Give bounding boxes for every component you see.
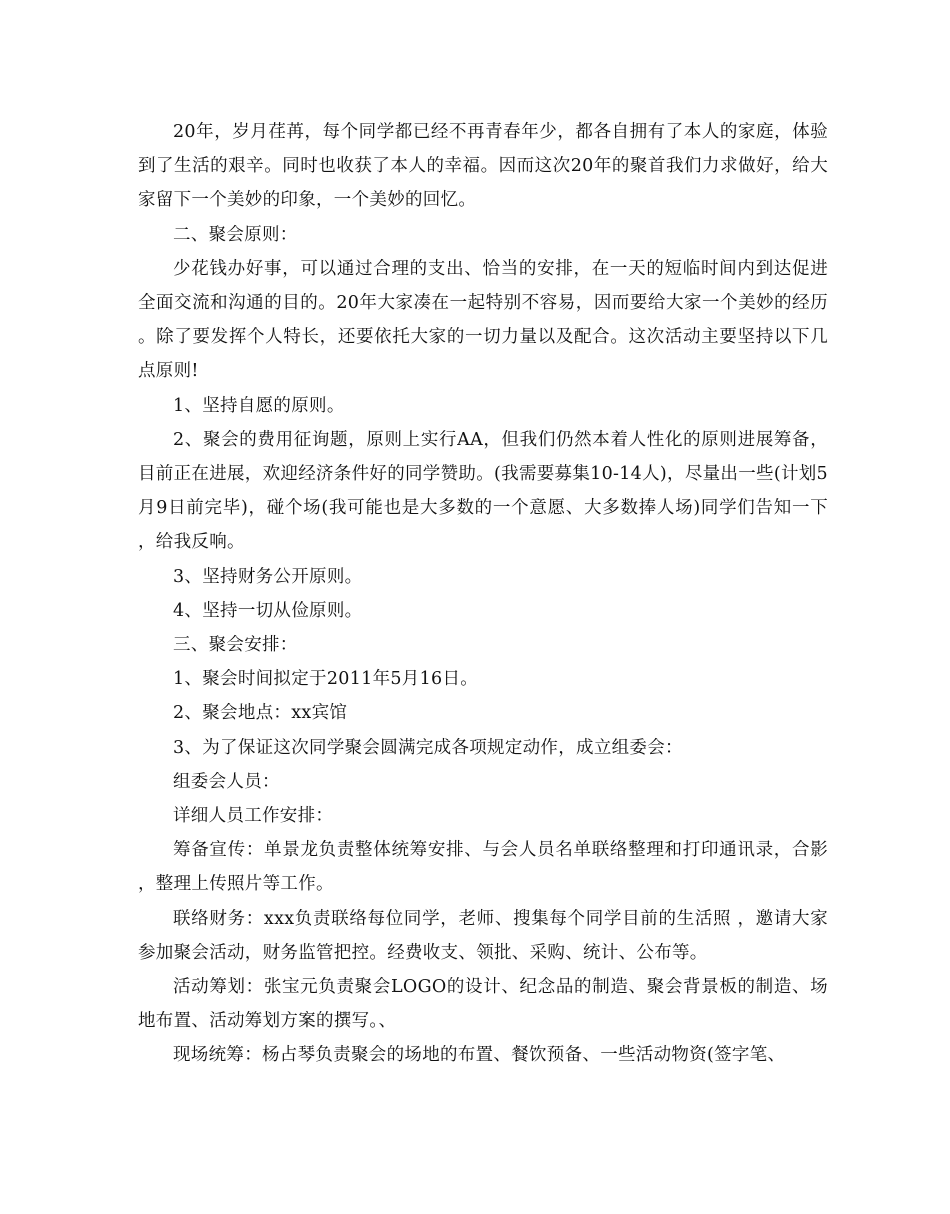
paragraph-liaison-finance: 联络财务：xxx负责联络每位同学，老师、搜集每个同学目前的生活照 ，邀请大家参加聚会活动，财务监管把控。经费收支、领批、采购、统计、公布等。 bbox=[138, 908, 828, 963]
paragraph-committee-members: 组委会人员： bbox=[173, 771, 280, 792]
list-item-arrangement-3: 3、为了保证这次同学聚会圆满完成各项规定动作，成立组委会： bbox=[173, 737, 683, 758]
paragraph-publicity: 筹备宣传：单景龙负责整体统筹安排、与会人员名单联络整理和打印通讯录，合影，整理上传照片等工作。 bbox=[138, 840, 828, 895]
paragraph-principles: 少花钱办好事，可以通过合理的支出、恰当的安排，在一天的短临时间内到达促进全面交流和沟通的目的。20年大家凑在一起特别不容易，因而要给大家一个美妙的经历。除了要发挥个人特长，还要依托大家的一切力量以及配合。这次活动主要坚持以下几点原则! bbox=[138, 258, 828, 382]
list-item-arrangement-2: 2、聚会地点：xx宾馆 bbox=[173, 703, 348, 724]
paragraph-onsite-coordination: 现场统筹：杨占琴负责聚会的场地的布置、餐饮预备、一些活动物资(签字笔、 bbox=[173, 1045, 786, 1066]
paragraph-intro: 20年，岁月荏苒，每个同学都已经不再青春年少，都各自拥有了本人的家庭，体验到了生活的艰辛。同时也收获了本人的幸福。因而这次20年的聚首我们力求做好，给大家留下一个美妙的印象，一个美妙的回忆。 bbox=[138, 122, 828, 211]
list-item-principle-4: 4、坚持一切从俭原则。 bbox=[173, 600, 363, 621]
list-item-principle-3: 3、坚持财务公开原则。 bbox=[173, 566, 363, 587]
heading-principles: 二、聚会原则： bbox=[173, 224, 298, 245]
heading-arrangements: 三、聚会安排： bbox=[173, 635, 298, 656]
list-item-principle-1: 1、坚持自愿的原则。 bbox=[173, 395, 345, 416]
paragraph-work-arrangements: 详细人员工作安排： bbox=[173, 806, 334, 827]
document-page bbox=[138, 115, 828, 1073]
paragraph-activity-planning: 活动筹划：张宝元负责聚会LOGO的设计、纪念品的制造、聚会背景板的制造、场地布置、活动筹划方案的撰写。、 bbox=[138, 977, 828, 1032]
list-item-arrangement-1: 1、聚会时间拟定于2011年5月16日。 bbox=[173, 669, 479, 690]
list-item-principle-2: 2、聚会的费用征询题，原则上实行AA，但我们仍然本着人性化的原则进展筹备，目前正在进展，欢迎经济条件好的同学赞助。(我需要募集10-14人)，尽量出一些(计划5月9日前完毕)，碰个场(我可能也是大多数的一个意愿、大多数捧人场)同学们告知一下，给我反响。 bbox=[138, 429, 828, 553]
